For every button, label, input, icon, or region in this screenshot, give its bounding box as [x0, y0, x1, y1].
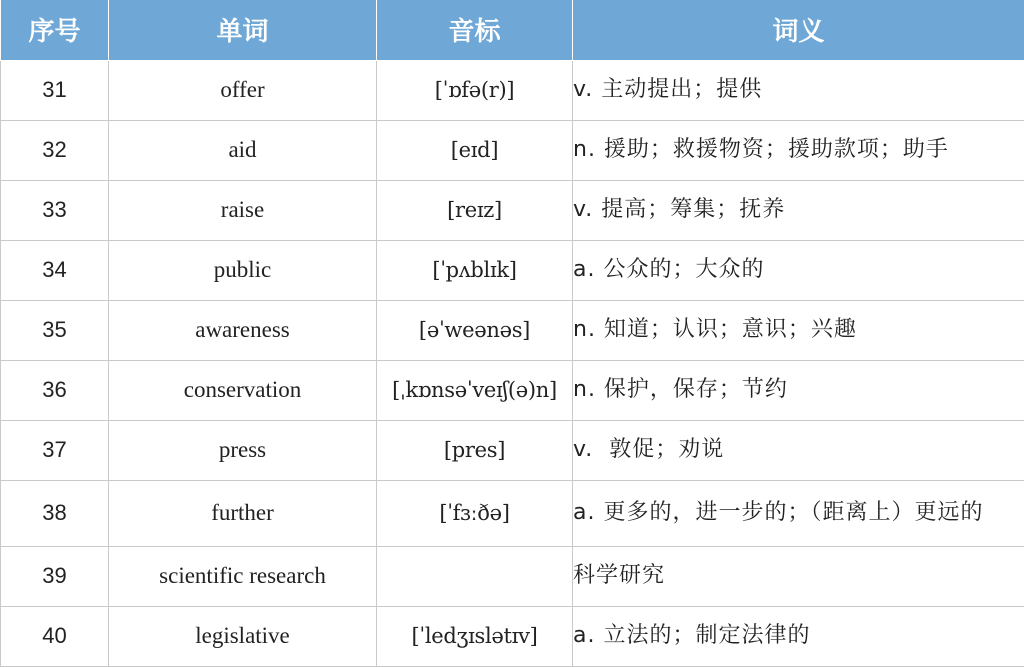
row-meaning: n. 援助；救援物资；援助款项；助手 [573, 120, 1024, 180]
row-meaning: n. 保护，保存；节约 [573, 360, 1024, 420]
row-word: awareness [109, 300, 377, 360]
row-number: 35 [1, 300, 109, 360]
header-number: 序号 [1, 0, 109, 60]
row-meaning: v. 主动提出；提供 [573, 60, 1024, 120]
row-word: legislative [109, 606, 377, 666]
header-word: 单词 [109, 0, 377, 60]
row-word: scientific research [109, 546, 377, 606]
header-phonetic: 音标 [377, 0, 573, 60]
row-word: press [109, 420, 377, 480]
table-row [1, 120, 1024, 180]
row-word: raise [109, 180, 377, 240]
row-meaning: a. 公众的；大众的 [573, 240, 1024, 300]
row-number: 36 [1, 360, 109, 420]
row-number: 33 [1, 180, 109, 240]
row-word: aid [109, 120, 377, 180]
table-row [1, 300, 1024, 360]
row-meaning: v. 敦促；劝说 [573, 420, 1024, 480]
row-number: 32 [1, 120, 109, 180]
table-row [1, 606, 1024, 666]
table-row [1, 420, 1024, 480]
row-phonetic: [ˌkɒnsəˈveɪʃ(ə)n] [377, 360, 573, 420]
table-row [1, 546, 1024, 606]
row-number: 38 [1, 480, 109, 546]
table-row [1, 240, 1024, 300]
row-number: 34 [1, 240, 109, 300]
table-row [1, 60, 1024, 120]
row-word: offer [109, 60, 377, 120]
table-header-row [1, 0, 1024, 60]
row-meaning: a. 更多的，进一步的；（距离上）更远的 [573, 480, 1024, 546]
row-meaning: v. 提高；筹集；抚养 [573, 180, 1024, 240]
row-phonetic: [reɪz] [377, 180, 573, 240]
row-word: further [109, 480, 377, 546]
row-number: 37 [1, 420, 109, 480]
row-meaning: n. 知道；认识；意识；兴趣 [573, 300, 1024, 360]
row-number: 31 [1, 60, 109, 120]
row-number: 40 [1, 606, 109, 666]
row-phonetic: [ˈpʌblɪk] [377, 240, 573, 300]
row-phonetic: [ˈfɜːðə] [377, 480, 573, 546]
row-word: conservation [109, 360, 377, 420]
row-number: 39 [1, 546, 109, 606]
row-phonetic: [ˈɒfə(r)] [377, 60, 573, 120]
row-meaning: 科学研究 [573, 546, 1024, 606]
header-meaning: 词义 [573, 0, 1024, 60]
row-word: public [109, 240, 377, 300]
row-phonetic: [pres] [377, 420, 573, 480]
row-phonetic: [əˈweənəs] [377, 300, 573, 360]
table-row [1, 180, 1024, 240]
row-phonetic: [eɪd] [377, 120, 573, 180]
row-phonetic [377, 546, 573, 606]
row-meaning: a. 立法的；制定法律的 [573, 606, 1024, 666]
row-phonetic: [ˈledʒɪslətɪv] [377, 606, 573, 666]
table-row [1, 480, 1024, 546]
table-row [1, 360, 1024, 420]
